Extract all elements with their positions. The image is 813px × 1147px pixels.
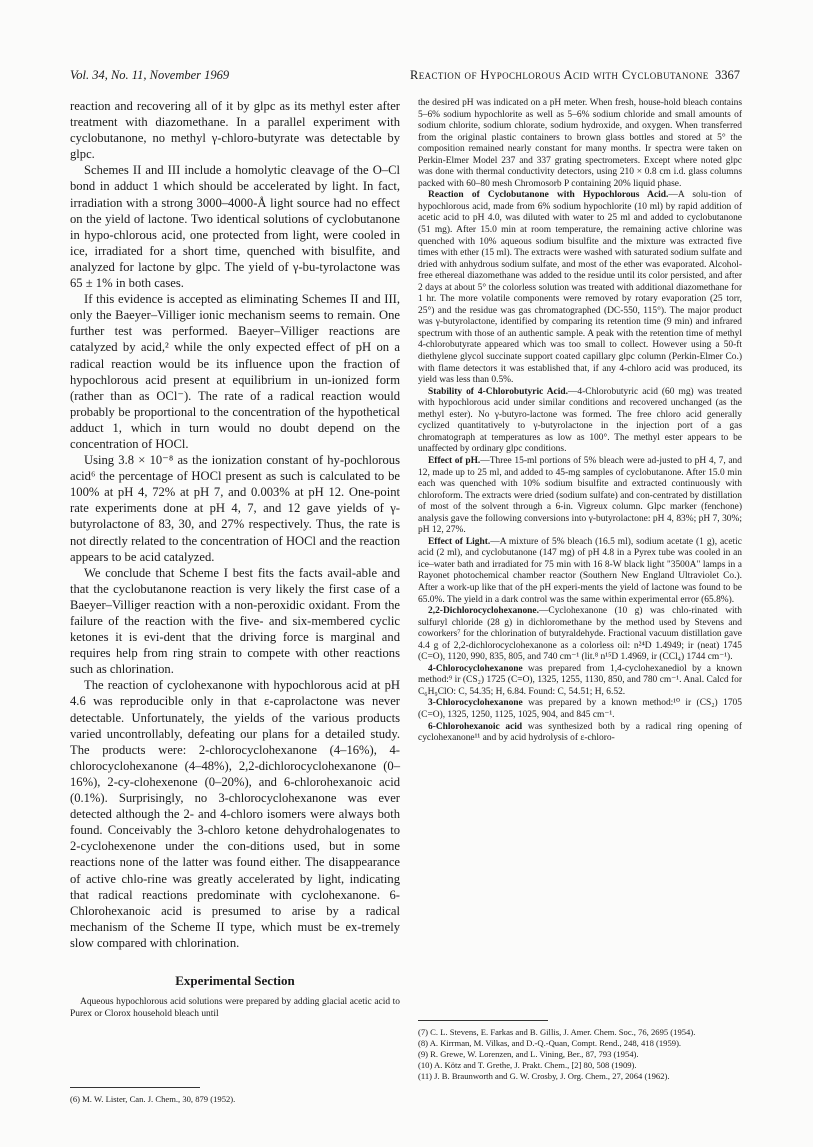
body-paragraph: Schemes II and III include a homolytic cleavage of the O–Cl bond in adduct 1 which should be accelerated by light. In fact, irradiation with a strong 3000–4000-Å light source had no effect on the yield of lactone. Two identical solutions of cyclobutanone in hypo-chlorous acid, one protected from light, were cooled in ice, irradiated for a short time, quenched with bisulfite, and analyzed for lactone by glpc. The yield of γ-bu-tyrolactone was 65 ± 1% in both cases. (70, 163, 400, 291)
footnote: (8) A. Kirrman, M. Vilkas, and D.-Q.-Quan, Compt. Rend., 248, 418 (1959). (418, 1037, 682, 1048)
body-paragraph: Using 3.8 × 10⁻⁸ as the ionization constant of hy-pochlorous acid⁶ the percentage of HOCl present as such is calculated to be 100% at pH 4, 72% at pH 7, and 0.003% at pH 12. One-point rate experiments done at pH 4, 7, and 12 gave yields of γ-butyrolactone of 83, 30, and 27% respectively. Thus, the rate is not directly related to the concentration of HOCl and the reaction appears to be acid catalyzed. (70, 453, 400, 564)
experimental-paragraph: 3-Chlorocyclohexanone was prepared by a known method:¹⁰ ir (CS₂) 1705 (C=O), 1325, 1250, 1125, 1025, 904, and 845 cm⁻¹. (418, 698, 742, 720)
body-paragraph: The reaction of cyclohexanone with hypochlorous acid at pH 4.6 was reproducible only in that ε-caprolactone was never detectable. Unfortunately, the yields of the various products varied uncontrollably, defeating our plans for a detailed study. The products were: 2-chlorocyclohexanone (4–16%), 4-chlorocyclohexanone (4–48%), 2,2-dichlorocyclohexanone (0–16%), 2-cy-clohexenone (0–20%), and 6-chlorohexanoic acid (0.1%). Surprisingly, no 3-chlorocyclohexanone was ever detected although the 2- and 4-chloro isomers were always both found. Conceivably the 3-chloro ketone dehydrohalogenates to 2-cyclohexenone under the con-ditions used, but in some reactions none of the latter was found either. The disappearance of active chlo-rine was greatly accelerated by light, indicating that radical reactions predominate with cyclohexanone. 6-Chlorohexanoic acid is presumed to arise by a radical mechanism of the Scheme II type, which must be ex-tremely slow compared with chlorination. (70, 678, 400, 950)
footnote: (11) J. B. Braunworth and G. W. Crosby, J. Org. Chem., 27, 2064 (1962). (418, 1070, 670, 1081)
experimental-paragraph: 6-Chlorohexanoic acid was synthesized both by a radical ring opening of cyclohexanone¹¹ and by acid hydrolysis of ε-chloro- (418, 721, 742, 744)
experimental-paragraph: Effect of Light.—A mixture of 5% bleach (16.5 ml), sodium acetate (1 g), acetic acid (2 ml), and cyclobutanone (147 mg) of pH 4.8 in a Pyrex tube was cooled in an ice–water bath and irradiated for 75 min with 16 8-W black light "3500A" lamps in a Rayonet photochemical chamber reactor (Southern New England Ultraviolet Co.). After a work-up like that of the pH experi-ments the yield of lactone was found to be 65.0%. The yield in a dark control was the same within experimental error (65.8%). (418, 536, 742, 605)
experimental-paragraph: Effect of pH.—Three 15-ml portions of 5% bleach were ad-justed to pH 4, 7, and 12, made up to 25 ml, and added to 45-mg samples of cyclobutanone. After 15.0 min each was quenched with 10% sodium bisulfite and extracted continuously with chloroform. The extracts were dried (sodium sulfate) and con-centrated by distillation of most of the solvent through a 6-in. Vigreux column. Glpc marker (fenchone) analysis gave the following conversions into γ-butyrolactone: pH 4, 83%; pH 7, 30%; pH 12, 27%. (418, 455, 742, 536)
footnote: (9) R. Grewe, W. Lorenzen, and L. Vining, Ber., 87, 793 (1954). (418, 1048, 639, 1059)
footnote-rule (418, 1020, 548, 1021)
experimental-paragraph: Stability of 4-Chlorobutyric Acid.—4-Chlorobutyric acid (60 mg) was treated with hypochlorous acid under similar conditions and recovered unchanged (as the methyl ester). No γ-butyro-lactone was formed. The free chloro acid generally cyclized quantitatively to γ-butyrolactone in the injection port of a gas chromatograph at temperatures as low as 100°. The methyl ester appears to be unaffected by ordinary glpc conditions. (418, 386, 742, 455)
experimental-paragraph: 4-Chlorocyclohexanone was prepared from 1,4-cyclohexanediol by a known method:⁹ ir (CS₂) 1725 (C=O), 1325, 1255, 1130, 850, and 780 cm⁻¹. Anal. Calcd for C₆H₉ClO: C, 54.35; H, 6.84. Found: C, 54.51; H, 6.52. (418, 663, 742, 697)
body-paragraph: reaction and recovering all of it by glpc as its methyl ester after treatment with diazomethane. In a parallel experiment with cyclobutanone, no methyl γ-chloro-butyrate was detectable by glpc. (70, 99, 400, 162)
footnotes-right (418, 1020, 742, 1082)
journal-volume: Vol. 34, No. 11, November 1969 (70, 68, 230, 82)
run-in-heading: 6-Chlorohexanoic acid (428, 721, 523, 732)
section-heading: Experimental Section (175, 972, 295, 988)
footnote-rule (70, 1087, 200, 1088)
run-in-heading: 4-Chlorocyclohexanone (428, 663, 523, 674)
running-header (70, 68, 740, 88)
experimental-paragraph: Reaction of Cyclobutanone with Hypochlorous Acid.—A solu-tion of hypochlorous acid, made from 6% sodium hypochlorite (10 ml) by rapid addition of acetic acid to pH 4.0, was diluted with water to 25 ml and added to cyclobutanone (51 mg). After 15.0 min at room temperature, the remaining active chlorine was quenched with 10% aqueous sodium bisulfite and the mixture was extracted five times with ether (15 ml). The extracts were washed with saturated sodium sulfate and dried with anhydrous sodium sulfate, and most of the ether was evaporated. Alcohol-free ethereal diazomethane was added to the residue until its color persisted, and after 2 days at about 5° the colorless solution was treated with additional diazomethane for 1 hr. The more volatile components were removed by rotary evaporation (25 torr, 25°) and the residue was gas chromatographed (DC-550, 115°). The major product was γ-butyrolactone, identified by comparing its retention time (9 min) and infrared spectrum with those of an authentic sample. A peak with the retention time of methyl 4-chlorobutyrate appeared which was too small to collect. However using a 50-ft diethylene glycol succinate support coated capillary glpc column (Perkin-Elmer Co.) with flame detectors it was established that, if any 4-chloro acid was produced, its yield was less than 0.5%. (418, 190, 743, 386)
run-in-heading: Effect of Light. (428, 536, 491, 547)
footnote: (7) C. L. Stevens, E. Farkas and B. Gillis, J. Amer. Chem. Soc., 76, 2695 (1954). (418, 1027, 696, 1037)
page-number: 3367 (715, 68, 740, 82)
run-in-heading: Reaction of Cyclobutanone with Hypochlorous Acid. (428, 190, 669, 201)
right-column (418, 98, 742, 745)
experimental-paragraph: the desired pH was indicated on a pH meter. When fresh, house-hold bleach contains 5–6% sodium hypochlorite as well as 5–6% sodium chloride and small amounts of sodium chlorite, sodium chlorate, sodium hydroxide, and oxygen. When transferred from the original plastic containers to brown glass bottles and stored at 5° the composition remained nearly constant for many months. Ir spectra were taken on Perkin-Elmer Model 237 and 337 grating spectrometers. Except where noted glpc was done with thermal conductivity detectors, using 210 × 0.8 cm i.d. glass columns packed with 60–80 mesh Chromosorb P containing 20% liquid phase. (418, 98, 742, 189)
body-paragraph: We conclude that Scheme I best fits the facts avail-able and that the cyclobutanone reaction is very likely the first case of a Baeyer–Villiger reaction with a non-peroxidic oxidant. From the failure of the reaction with the five- and six-membered cyclic ketones it is evi-dent that the driving force is marginal and requires help from ring strain to compete with other reactions such as chlorination. (70, 565, 400, 677)
footnote: (10) A. Kötz and T. Grethe, J. Prakt. Chem., [2] 80, 508 (1909). (418, 1059, 637, 1070)
run-in-heading: Effect of pH. (428, 455, 481, 466)
footnotes-left (70, 1087, 400, 1105)
run-in-heading: 2,2-Dichlorocyclohexanone. (428, 606, 539, 617)
run-in-heading: 3-Chlorocyclohexanone (428, 698, 523, 709)
left-column (70, 98, 400, 1020)
run-in-heading: Stability of 4-Chlorobutyric Acid. (428, 386, 568, 397)
footnote: (6) M. W. Lister, Can. J. Chem., 30, 879 (1952). (70, 1094, 236, 1104)
experimental-paragraph: 2,2-Dichlorocyclohexanone.—Cyclohexanone (10 g) was chlo-rinated with sulfuryl chloride (28 g) in dichloromethane by the method used by Stevens and coworkers⁷ for the chlorination of butyraldehyde. Fractional vacuum distillation gave 4.4 g of 2,2-dichlorocyclohexanone as a colorless oil: n²⁴D 1.4949; ir (neat) 1745 (C=O), 1120, 990, 835, 805, and 740 cm⁻¹ (lit.⁸ n¹⁵D 1.4969, ir (CCl₄) 1744 cm⁻¹). (418, 606, 742, 663)
experimental-paragraph: Aqueous hypochlorous acid solutions were prepared by adding glacial acetic acid to Purex or Clorox household bleach until (70, 996, 400, 1019)
running-title: Reaction of Hypochlorous Acid with Cyclobutanone (410, 68, 709, 82)
body-paragraph: If this evidence is accepted as eliminating Schemes II and III, only the Baeyer–Villiger ionic mechanism seems to remain. One further test was performed. Baeyer–Villiger reactions are catalyzed by acid,² while the only expected effect of pH on a radical reaction would be its influence upon the fraction of hypochlorous acid present at equilibrium in un-ionized form (rather than as OCl⁻). The rate of a radical reaction would probably be proportional to the concentration of the hypothetical adduct 1, which in turn would no doubt depend on the concentration of HOCl. (70, 292, 400, 451)
